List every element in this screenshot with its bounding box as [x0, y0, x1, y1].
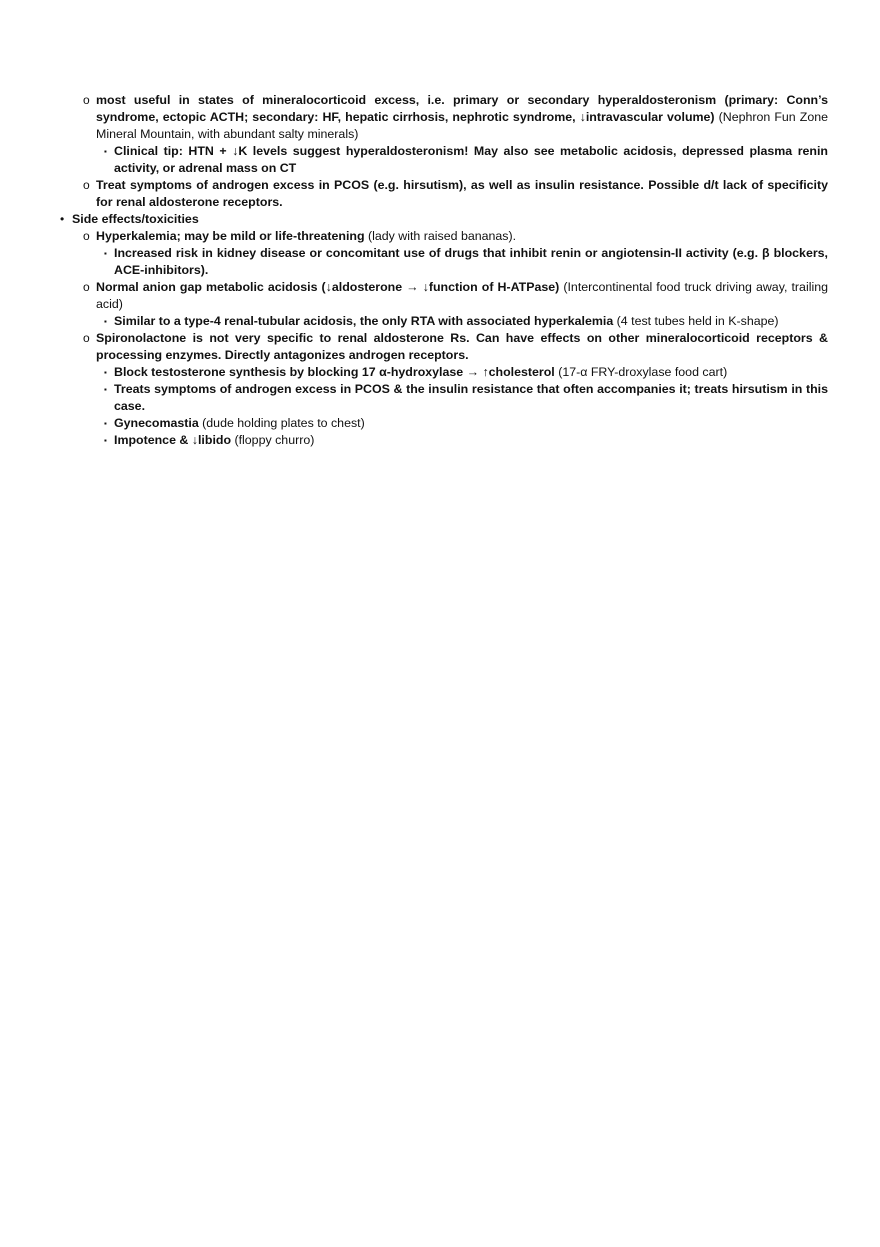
list-item-impotence: [104, 432, 828, 449]
item-bold-text: Spironolactone is not very specific to renal aldosterone Rs. Can have effects on other mineralocorticoid receptors & processing enzymes. Directly antagonizes androgen receptors.: [96, 331, 828, 362]
circle-bullet-icon: o: [83, 93, 90, 107]
square-bullet-icon: ▪: [104, 368, 107, 377]
circle-bullet-icon: o: [83, 331, 90, 345]
list-item-testosterone-block: [104, 364, 828, 381]
circle-bullet-icon: o: [83, 178, 90, 192]
square-bullet-icon: ▪: [104, 249, 107, 258]
list-item-rta: [104, 313, 828, 330]
item-mnemonic-text: (floppy churro): [231, 433, 315, 447]
list-item-spironolactone: [83, 330, 828, 364]
square-bullet-icon: ▪: [104, 147, 107, 156]
item-mnemonic-text: (lady with raised bananas).: [364, 229, 517, 243]
item-bold-text: Hyperkalemia; may be mild or life-threatening: [96, 229, 365, 243]
notes-body: [0, 92, 880, 449]
item-mnemonic-text: (Intercontinental food truck driving away, trailing acid): [96, 280, 828, 311]
item-bold-text: Clinical tip: HTN + ↓K levels suggest hyperaldosteronism! May also see metabolic acidosis, depressed plasma renin activity, or adrenal mass on CT: [114, 144, 828, 175]
item-bold-text: Impotence & ↓libido: [114, 433, 232, 447]
square-bullet-icon: ▪: [104, 419, 107, 428]
item-bold-text: Treats symptoms of androgen excess in PCOS & the insulin resistance that often accompanies it; treats hirsutism in this case.: [114, 382, 828, 413]
list-item-clinical-tip: [104, 143, 828, 177]
list-item-gynecomastia: [104, 415, 828, 432]
item-mnemonic-text: (17-α FRY-droxylase food cart): [554, 365, 728, 379]
square-bullet-icon: ▪: [104, 436, 107, 445]
list-item-kidney-risk: [104, 245, 828, 279]
item-bold-text: Increased risk in kidney disease or concomitant use of drugs that inhibit renin or angiotensin-II activity (e.g. β blockers, ACE-inhibitors).: [114, 246, 828, 277]
circle-bullet-icon: o: [83, 229, 90, 243]
list-item-mineralocorticoid-excess: [83, 92, 828, 143]
circle-bullet-icon: o: [83, 280, 90, 294]
bullet-icon: •: [60, 212, 65, 226]
list-item-hyperkalemia: [83, 228, 828, 245]
item-mnemonic-text: (dude holding plates to chest): [198, 416, 365, 430]
item-bold-text: Normal anion gap metabolic acidosis (↓aldosterone → ↓function of H-ATPase): [96, 280, 560, 294]
item-bold-text: most useful in states of mineralocorticoid excess, i.e. primary or secondary hyperaldosteronism (primary: Conn’s syndrome, ectopic ACTH; secondary: HF, hepatic cirrhosis, nephrotic syndrome, ↓intravascular volume): [96, 93, 828, 124]
item-bold-text: Similar to a type-4 renal-tubular acidosis, the only RTA with associated hyperkalemia: [114, 314, 614, 328]
square-bullet-icon: ▪: [104, 317, 107, 326]
list-item-pcos-treatment: [104, 381, 828, 415]
item-bold-text: Gynecomastia: [114, 416, 199, 430]
item-bold-text: Block testosterone synthesis by blocking 17 α-hydroxylase → ↑cholesterol: [114, 365, 555, 379]
item-bold-text: Treat symptoms of androgen excess in PCOS (e.g. hirsutism), as well as insulin resistance. Possible d/t lack of specificity for renal aldosterone receptors.: [96, 178, 828, 209]
item-mnemonic-text: (4 test tubes held in K-shape): [613, 314, 779, 328]
list-item-pcos: [83, 177, 828, 211]
item-mnemonic-text: (Nephron Fun Zone Mineral Mountain, with abundant salty minerals): [96, 110, 828, 141]
section-heading: Side effects/toxicities: [72, 212, 199, 226]
section-side-effects: [60, 211, 828, 228]
list-item-metabolic-acidosis: [83, 279, 828, 313]
square-bullet-icon: ▪: [104, 385, 107, 394]
